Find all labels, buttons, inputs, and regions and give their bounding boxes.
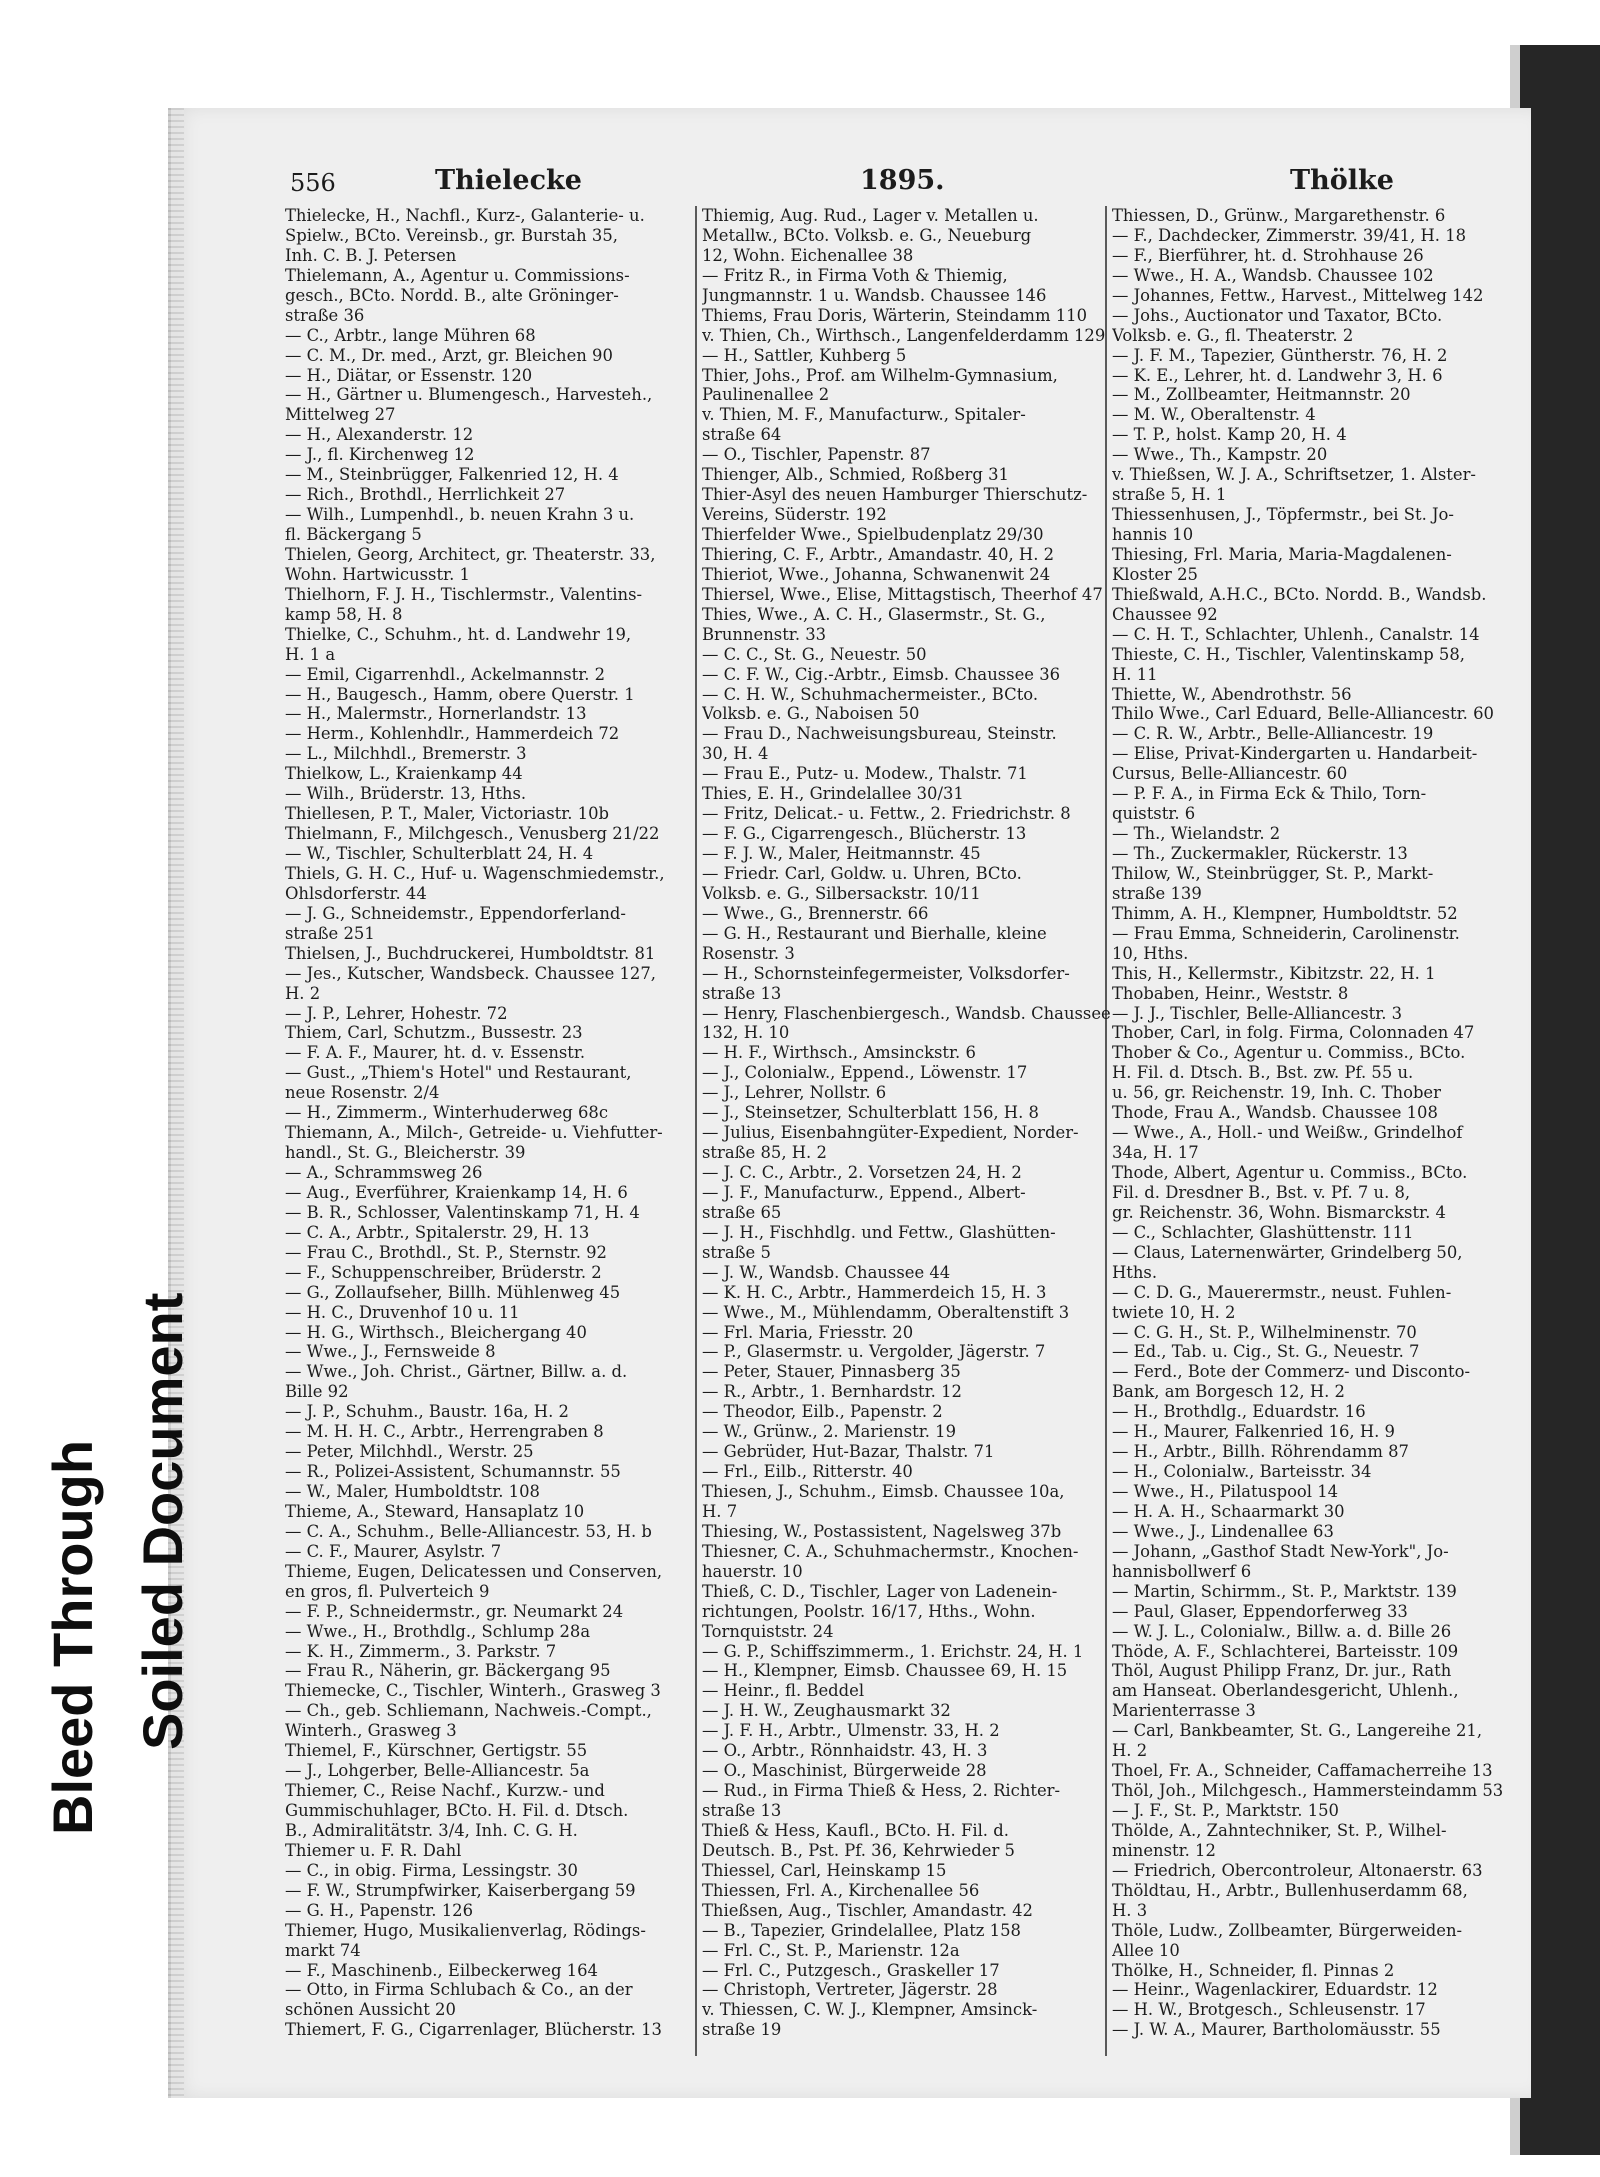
directory-entry-line: — Frau R., Näherin, gr. Bäckergang 95	[285, 1661, 611, 1681]
directory-entry-line: Thießsen, Aug., Tischler, Amandastr. 42	[702, 1900, 1033, 1920]
directory-entry-line: Rosenstr. 3	[702, 943, 795, 963]
directory-entry-line: — K. H. C., Arbtr., Hammerdeich 15, H. 3	[702, 1282, 1047, 1302]
directory-entry-line: — Wwe., J., Fernsweide 8	[285, 1342, 496, 1362]
directory-entry-line: — Peter, Milchhdl., Werstr. 25	[285, 1442, 534, 1462]
directory-entry-line: straße 13	[702, 1801, 782, 1820]
directory-entry-line: — Paul, Glaser, Eppendorferweg 33	[1112, 1601, 1408, 1621]
directory-entry-line: — Herm., Kohlenhdlr., Hammerdeich 72	[285, 724, 620, 744]
directory-entry-line: Thieme, A., Steward, Hansaplatz 10	[285, 1501, 585, 1521]
directory-entry-line: Thöde, A. F., Schlachterei, Barteisstr. 109	[1112, 1641, 1459, 1661]
directory-entry-line: — Rud., in Firma Thieß & Hess, 2. Richter-	[702, 1781, 1061, 1801]
directory-entry-line: Thiemert, F. G., Cigarrenlager, Blücherstr. 13	[285, 2020, 662, 2040]
directory-entry-line: Thode, Frau A., Wandsb. Chaussee 108	[1112, 1103, 1438, 1123]
directory-entry-line: — Wwe., A., Holl.- und Weißw., Grindelhof	[1112, 1123, 1463, 1143]
directory-entry-line: Spielw., BCto. Vereinsb., gr. Burstah 35,	[285, 225, 618, 245]
directory-entry-line: — M., Steinbrügger, Falkenried 12, H. 4	[285, 465, 619, 485]
directory-entry-line: Thöl, August Philipp Franz, Dr. jur., Rath	[1112, 1661, 1452, 1681]
directory-entry-line: Thiesing, W., Postassistent, Nagelsweg 37b	[702, 1521, 1062, 1541]
directory-entry-line: — Frau E., Putz- u. Modew., Thalstr. 71	[702, 764, 1028, 784]
directory-entry-line: — C. G. H., St. P., Wilhelminenstr. 70	[1112, 1322, 1417, 1342]
directory-entry-line: — H., Baugesch., Hamm, obere Querstr. 1	[285, 684, 635, 704]
directory-entry-line: — A., Schrammsweg 26	[285, 1163, 483, 1182]
directory-entry-line: — Frl. Maria, Friesstr. 20	[702, 1322, 914, 1342]
directory-entry-line: Thielmann, F., Milchgesch., Venusberg 21/22	[285, 824, 660, 844]
directory-entry-line: straße 139	[1112, 883, 1202, 903]
directory-entry-line: Gummischuhlager, BCto. H. Fil. d. Dtsch.	[285, 1801, 629, 1820]
directory-entry-line: u. 56, gr. Reichenstr. 19, Inh. C. Thober	[1112, 1083, 1441, 1103]
directory-entry-line: — M. H. H. C., Arbtr., Herrengraben 8	[285, 1422, 604, 1442]
directory-entry-line: Thielen, Georg, Architect, gr. Theaterstr. 33,	[285, 544, 656, 564]
bleed-through-stamp	[40, 760, 194, 1840]
directory-entry-line: Thielsen, J., Buchdruckerei, Humboldtstr. 81	[285, 943, 656, 963]
directory-entry-line: H. 7	[702, 1501, 738, 1521]
directory-entry-line: — K. H., Zimmerm., 3. Parkstr. 7	[285, 1641, 557, 1661]
directory-entry-line: straße 85, H. 2	[702, 1143, 827, 1163]
directory-entry-line: — F. P., Schneidermstr., gr. Neumarkt 24	[285, 1601, 624, 1621]
directory-entry-line: — H. C., Druvenhof 10 u. 11	[285, 1302, 520, 1322]
directory-entry-line: — H., Arbtr., Billh. Röhrendamm 87	[1112, 1442, 1409, 1462]
directory-entry-line: hauerstr. 10	[702, 1561, 803, 1581]
directory-entry-line: — P., Glasermstr. u. Vergolder, Jägerstr. 7	[702, 1342, 1046, 1362]
directory-entry-line: v. Thien, M. F., Manufacturw., Spitaler-	[702, 405, 1026, 425]
directory-entry-line: — Wwe., H., Brothdlg., Schlump 28a	[285, 1621, 591, 1641]
directory-entry-line: — C. F. W., Cig.-Arbtr., Eimsb. Chaussee 36	[702, 664, 1061, 684]
directory-entry-line: gesch., BCto. Nordd. B., alte Gröninger-	[285, 285, 619, 305]
directory-entry-line: — P. F. A., in Firma Eck & Thilo, Torn-	[1112, 784, 1427, 804]
stamp-line-2: Soiled Document	[131, 1292, 194, 1750]
directory-entry-line: — Wwe., M., Mühlendamm, Oberaltenstift 3	[702, 1302, 1070, 1322]
year-heading: 1895.	[860, 165, 945, 196]
directory-entry-line: B., Admiralitätstr. 3/4, Inh. C. G. H.	[285, 1820, 578, 1840]
directory-entry-line: — O., Arbtr., Rönnhaidstr. 43, H. 3	[702, 1741, 988, 1761]
directory-entry-line: 34a, H. 17	[1112, 1143, 1199, 1163]
directory-entry-line: — Th., Zuckermakler, Rückerstr. 13	[1112, 844, 1408, 863]
directory-entry-line: Thiessel, Carl, Heinskamp 15	[702, 1860, 947, 1880]
directory-entry-line: Thieriot, Wwe., Johanna, Schwanenwit 24	[702, 564, 1051, 584]
directory-entry-line: Marienterrasse 3	[1112, 1701, 1256, 1721]
directory-entry-line: — Johann, „Gasthof Stadt New-York", Jo-	[1112, 1541, 1449, 1561]
directory-entry-line: — Peter, Stauer, Pinnasberg 35	[702, 1362, 961, 1382]
directory-entry-line: — C. H. T., Schlachter, Uhlenh., Canalstr. 14	[1112, 624, 1480, 644]
directory-entry-line: v. Thien, Ch., Wirthsch., Langenfelderdamm 129	[702, 325, 1106, 345]
directory-entry-line: v. Thiessen, C. W. J., Klempner, Amsinck-	[702, 2000, 1038, 2020]
directory-entry-line: — Heinr., fl. Beddel	[702, 1681, 865, 1701]
directory-entry-line: — Wwe., Th., Kampstr. 20	[1112, 445, 1328, 465]
directory-entry-line: — H. A. H., Schaarmarkt 30	[1112, 1501, 1345, 1521]
directory-entry-line: This, H., Kellermstr., Kibitzstr. 22, H. 1	[1112, 963, 1436, 983]
directory-entry-line: — J. W., Wandsb. Chaussee 44	[702, 1262, 951, 1282]
directory-entry-line: — Claus, Laternenwärter, Grindelberg 50,	[1112, 1242, 1463, 1262]
directory-entry-line: — H., Schornsteinfegermeister, Volksdorfer-	[702, 963, 1070, 983]
directory-column-2	[702, 206, 1112, 2040]
directory-entry-line: straße 36	[285, 305, 365, 325]
directory-entry-line: — Frau D., Nachweisungsbureau, Steinstr.	[702, 724, 1057, 744]
directory-entry-line: straße 64	[702, 425, 782, 445]
directory-entry-line: — C. D. G., Mauerermstr., neust. Fuhlen-	[1112, 1282, 1452, 1302]
directory-entry-line: — T. P., holst. Kamp 20, H. 4	[1112, 425, 1347, 445]
directory-entry-line: Thieß & Hess, Kaufl., BCto. H. Fil. d.	[702, 1820, 1009, 1840]
directory-entry-line: Thiette, W., Abendrothstr. 56	[1112, 684, 1352, 704]
directory-entry-line: — F. G., Cigarrengesch., Blücherstr. 13	[702, 824, 1027, 844]
directory-entry-line: 30, H. 4	[702, 744, 769, 764]
directory-entry-line: Thiemecke, C., Tischler, Winterh., Grasweg 3	[285, 1681, 661, 1701]
directory-entry-line: — H., Gärtner u. Blumengesch., Harvesteh.,	[285, 385, 653, 405]
directory-entry-line: — Jes., Kutscher, Wandsbeck. Chaussee 127,	[285, 963, 656, 983]
directory-entry-line: — F., Maschinenb., Eilbeckerweg 164	[285, 1960, 598, 1980]
directory-entry-line: Thode, Albert, Agentur u. Commiss., BCto.	[1112, 1163, 1468, 1182]
directory-entry-line: — G. H., Papenstr. 126	[285, 1900, 474, 1920]
directory-entry-line: Thöle, Ludw., Zollbeamter, Bürgerweiden-	[1112, 1920, 1463, 1940]
directory-entry-line: straße 5	[702, 1242, 771, 1262]
stamp-line-1: Bleed Through	[41, 1439, 104, 1835]
directory-entry-line: — Martin, Schirmm., St. P., Marktstr. 139	[1112, 1581, 1457, 1601]
page-number: 556	[290, 169, 336, 197]
directory-entry-line: — H., Sattler, Kuhberg 5	[702, 345, 907, 365]
directory-entry-line: Volksb. e. G., Silbersackstr. 10/11	[702, 883, 981, 903]
directory-entry-line: Thoel, Fr. A., Schneider, Caffamacherreihe 13	[1112, 1761, 1493, 1781]
directory-entry-line: 10, Hths.	[1112, 943, 1189, 963]
directory-entry-line: hannis 10	[1112, 525, 1194, 544]
directory-entry-line: Kloster 25	[1112, 564, 1198, 584]
directory-entry-line: Volksb. e. G., fl. Theaterstr. 2	[1112, 325, 1354, 345]
directory-entry-line: — Johannes, Fettw., Harvest., Mittelweg 142	[1112, 285, 1484, 305]
directory-entry-line: Thiessenhusen, J., Töpfermstr., bei St. Jo-	[1112, 505, 1454, 525]
directory-entry-line: — Fritz, Delicat.- u. Fettw., 2. Friedrichstr. 8	[702, 804, 1071, 824]
directory-entry-line: Thienger, Alb., Schmied, Roßberg 31	[702, 465, 1009, 485]
directory-entry-line: 132, H. 10	[702, 1023, 790, 1043]
directory-entry-line: — H. F., Wirthsch., Amsinckstr. 6	[702, 1043, 976, 1063]
directory-entry-line: Tornquiststr. 24	[702, 1621, 834, 1641]
directory-entry-line: — J. P., Schuhm., Baustr. 16a, H. 2	[285, 1402, 569, 1422]
directory-entry-line: Thimm, A. H., Klempner, Humboldtstr. 52	[1112, 903, 1458, 923]
directory-entry-line: — J. G., Schneidemstr., Eppendorferland-	[285, 903, 626, 923]
dark-scan-border	[1520, 45, 1600, 2155]
directory-entry-line: — Wwe., J., Lindenallee 63	[1112, 1521, 1334, 1541]
directory-entry-line: v. Thießsen, W. J. A., Schriftsetzer, 1. Alster-	[1112, 465, 1476, 485]
directory-entry-line: — G. H., Restaurant und Bierhalle, kleine	[702, 923, 1047, 943]
directory-entry-line: — C. A., Arbtr., Spitalerstr. 29, H. 13	[285, 1222, 590, 1242]
page-spine	[168, 108, 184, 2098]
directory-entry-line: — C. F., Maurer, Asylstr. 7	[285, 1541, 502, 1561]
directory-entry-line: Thiemer, C., Reise Nachf., Kurzw.- und	[285, 1781, 605, 1801]
right-catchword: Thölke	[1290, 165, 1394, 196]
directory-entry-line: Mittelweg 27	[285, 405, 396, 425]
directory-entry-line: — W., Maler, Humboldtstr. 108	[285, 1482, 540, 1501]
directory-entry-line: — Ferd., Bote der Commerz- und Disconto-	[1112, 1362, 1471, 1382]
directory-entry-line: straße 5, H. 1	[1112, 485, 1227, 505]
directory-entry-line: — B., Tapezier, Grindelallee, Platz 158	[702, 1920, 1021, 1940]
directory-entry-line: Thilow, W., Steinbrügger, St. P., Markt-	[1112, 863, 1434, 883]
directory-entry-line: Thierfelder Wwe., Spielbudenplatz 29/30	[702, 525, 1044, 544]
directory-entry-line: — Otto, in Firma Schlubach & Co., an der	[285, 1980, 633, 2000]
directory-entry-line: — J. W. A., Maurer, Bartholomäusstr. 55	[1112, 2020, 1441, 2040]
directory-entry-line: Thiesen, J., Schuhm., Eimsb. Chaussee 10a,	[702, 1482, 1065, 1501]
directory-entry-line: — J., fl. Kirchenweg 12	[285, 445, 475, 465]
directory-entry-line: — J. F. H., Arbtr., Ulmenstr. 33, H. 2	[702, 1721, 1000, 1741]
directory-entry-line: Thilo Wwe., Carl Eduard, Belle-Alliancestr. 60	[1112, 704, 1494, 724]
directory-entry-line: Thielkow, L., Kraienkamp 44	[285, 764, 523, 784]
directory-entry-line: Chaussee 92	[1112, 604, 1218, 624]
directory-entry-line: — Gust., „Thiem's Hotel" und Restaurant,	[285, 1063, 632, 1083]
directory-entry-line: — Frl., Eilb., Ritterstr. 40	[702, 1462, 913, 1482]
directory-entry-line: Thieste, C. H., Tischler, Valentinskamp 58,	[1112, 644, 1465, 664]
directory-entry-line: schönen Aussicht 20	[285, 2000, 456, 2020]
directory-entry-line: — Fritz R., in Firma Voth & Thiemig,	[702, 265, 1008, 285]
directory-entry-line: — H., Diätar, or Essenstr. 120	[285, 365, 533, 385]
directory-entry-line: Thiering, C. F., Arbtr., Amandastr. 40, H. 2	[702, 544, 1055, 564]
directory-entry-line: — Rich., Brothdl., Herrlichkeit 27	[285, 485, 566, 505]
directory-entry-line: — Heinr., Wagenlackirer, Eduardstr. 12	[1112, 1980, 1438, 2000]
directory-entry-line: Thier, Johs., Prof. am Wilhelm-Gymnasium,	[702, 365, 1058, 385]
directory-entry-line: Thielemann, A., Agentur u. Commissions-	[285, 265, 630, 285]
directory-entry-line: Thiemer, Hugo, Musikalienverlag, Rödings-	[285, 1920, 646, 1940]
directory-entry-line: — Frl. C., St. P., Marienstr. 12a	[702, 1940, 960, 1960]
directory-entry-line: Thiemig, Aug. Rud., Lager v. Metallen u.	[702, 206, 1039, 225]
directory-entry-line: Paulinenallee 2	[702, 385, 830, 405]
directory-entry-line: Thöl, Joh., Milchgesch., Hammersteindamm 53	[1112, 1781, 1504, 1801]
directory-entry-line: — Carl, Bankbeamter, St. G., Langereihe 21,	[1112, 1721, 1483, 1741]
directory-entry-line: — Wwe., H., Pilatuspool 14	[1112, 1482, 1339, 1501]
directory-entry-line: H. 11	[1112, 664, 1158, 684]
directory-entry-line: — H., Alexanderstr. 12	[285, 425, 474, 445]
directory-entry-line: — Christoph, Vertreter, Jägerstr. 28	[702, 1980, 998, 2000]
directory-entry-line: — Frau Emma, Schneiderin, Carolinenstr.	[1112, 923, 1460, 943]
directory-entry-line: — C. R. W., Arbtr., Belle-Alliancestr. 19	[1112, 724, 1434, 744]
running-header	[290, 165, 1520, 205]
directory-entry-line: — Wwe., G., Brennerstr. 66	[702, 903, 929, 923]
directory-entry-line: Thiem, Carl, Schutzm., Bussestr. 23	[285, 1023, 583, 1043]
directory-entry-line: Thiels, G. H. C., Huf- u. Wagenschmiedemstr.,	[285, 863, 665, 883]
directory-entry-line: Thölke, H., Schneider, fl. Pinnas 2	[1112, 1960, 1395, 1980]
directory-entry-line: — J., Lehrer, Nollstr. 6	[702, 1083, 887, 1103]
directory-entry-line: — G. P., Schiffszimmerm., 1. Erichstr. 24, H. 1	[702, 1641, 1084, 1661]
directory-entry-line: — M., Zollbeamter, Heitmannstr. 20	[1112, 385, 1411, 405]
directory-entry-line: — G., Zollaufseher, Billh. Mühlenweg 45	[285, 1282, 621, 1302]
directory-entry-line: — C. C., St. G., Neuestr. 50	[702, 644, 927, 664]
directory-entry-line: Ohlsdorferstr. 44	[285, 883, 427, 903]
directory-entry-line: 12, Wohn. Eichenallee 38	[702, 245, 914, 265]
directory-entry-line: Metallw., BCto. Volksb. e. G., Neueburg	[702, 225, 1032, 245]
directory-entry-line: H. 1 a	[285, 644, 336, 664]
directory-entry-line: Thölde, A., Zahntechniker, St. P., Wilhel-	[1112, 1820, 1447, 1840]
directory-entry-line: — J. H., Fischhdlg. und Fettw., Glashütten-	[702, 1222, 1056, 1242]
directory-entry-line: — Elise, Privat-Kindergarten u. Handarbeit-	[1112, 744, 1478, 764]
directory-entry-line: — M. W., Oberaltenstr. 4	[1112, 405, 1316, 425]
directory-entry-line: — Friedr. Carl, Goldw. u. Uhren, BCto.	[702, 863, 1022, 883]
directory-entry-line: — F. W., Strumpfwirker, Kaiserbergang 59	[285, 1880, 636, 1900]
directory-entry-line: Inh. C. B. J. Petersen	[285, 245, 457, 265]
directory-entry-line: — H., Malermstr., Hornerlandstr. 13	[285, 704, 587, 724]
directory-entry-line: — Ed., Tab. u. Cig., St. G., Neuestr. 7	[1112, 1342, 1420, 1362]
directory-entry-line: H. 2	[1112, 1741, 1148, 1761]
directory-entry-line: — Emil, Cigarrenhdl., Ackelmannstr. 2	[285, 664, 606, 684]
directory-entry-line: — Aug., Everführer, Kraienkamp 14, H. 6	[285, 1182, 628, 1202]
directory-entry-line: H. 2	[285, 983, 321, 1003]
directory-entry-line: Thiems, Frau Doris, Wärterin, Steindamm 110	[702, 305, 1087, 325]
directory-entry-line: — Th., Wielandstr. 2	[1112, 824, 1281, 844]
directory-entry-line: am Hanseat. Oberlandesgericht, Uhlenh.,	[1112, 1681, 1459, 1701]
column-divider	[695, 206, 697, 2056]
directory-entry-line: — Wwe., H. A., Wandsb. Chaussee 102	[1112, 265, 1434, 285]
directory-entry-line: — Gebrüder, Hut-Bazar, Thalstr. 71	[702, 1442, 995, 1462]
directory-entry-line: — L., Milchhdl., Bremerstr. 3	[285, 744, 527, 764]
directory-entry-line: — F., Schuppenschreiber, Brüderstr. 2	[285, 1262, 602, 1282]
directory-entry-line: — F. J. W., Maler, Heitmannstr. 45	[702, 844, 981, 863]
directory-entry-line: Thies, E. H., Grindelallee 30/31	[702, 784, 964, 804]
directory-entry-line: Thiellesen, P. T., Maler, Victoriastr. 10b	[285, 804, 610, 824]
directory-entry-line: gr. Reichenstr. 36, Wohn. Bismarckstr. 4	[1112, 1202, 1446, 1222]
directory-entry-line: Allee 10	[1112, 1940, 1180, 1960]
directory-entry-line: H. 3	[1112, 1900, 1148, 1920]
directory-entry-line: — R., Arbtr., 1. Bernhardstr. 12	[702, 1382, 962, 1402]
directory-entry-line: — Ch., geb. Schliemann, Nachweis.-Compt.,	[285, 1701, 652, 1721]
directory-entry-line: — J. H. W., Zeughausmarkt 32	[702, 1701, 951, 1721]
directory-entry-line: Cursus, Belle-Alliancestr. 60	[1112, 764, 1348, 784]
directory-entry-line: — W., Grünw., 2. Marienstr. 19	[702, 1422, 957, 1442]
directory-entry-line: — Julius, Eisenbahngüter-Expedient, Norder-	[702, 1123, 1079, 1143]
directory-entry-line: Bille 92	[285, 1382, 349, 1402]
directory-entry-line: Thieme, Eugen, Delicatessen und Conserven,	[285, 1561, 663, 1581]
directory-entry-line: — J., Steinsetzer, Schulterblatt 156, H. 8	[702, 1103, 1039, 1123]
directory-entry-line: — Wilh., Brüderstr. 13, Hths.	[285, 784, 527, 804]
directory-entry-line: — J. F., St. P., Marktstr. 150	[1112, 1801, 1339, 1820]
directory-entry-line: Thiemel, F., Kürschner, Gertigstr. 55	[285, 1741, 588, 1761]
directory-entry-line: — Theodor, Eilb., Papenstr. 2	[702, 1402, 943, 1422]
directory-entry-line: — J., Colonialw., Eppend., Löwenstr. 17	[702, 1063, 1028, 1083]
directory-entry-line: — J. P., Lehrer, Hohestr. 72	[285, 1003, 508, 1023]
directory-entry-line: Thober, Carl, in folg. Firma, Colonnaden 47	[1112, 1023, 1475, 1043]
left-catchword: Thielecke	[435, 165, 582, 196]
directory-entry-line: Winterh., Grasweg 3	[285, 1721, 457, 1741]
directory-entry-line: minenstr. 12	[1112, 1840, 1216, 1860]
directory-entry-line: fl. Bäckergang 5	[285, 525, 422, 544]
directory-entry-line: — F. A. F., Maurer, ht. d. v. Essenstr.	[285, 1043, 586, 1063]
directory-entry-line: — Frau C., Brothdl., St. P., Sternstr. 92	[285, 1242, 607, 1262]
directory-entry-line: Jungmannstr. 1 u. Wandsb. Chaussee 146	[702, 285, 1047, 305]
directory-entry-line: — H., Colonialw., Barteisstr. 34	[1112, 1462, 1372, 1482]
directory-entry-line: neue Rosenstr. 2/4	[285, 1083, 440, 1103]
directory-entry-line: — O., Maschinist, Bürgerweide 28	[702, 1761, 987, 1781]
directory-entry-line: Thielke, C., Schuhm., ht. d. Landwehr 19,	[285, 624, 632, 644]
directory-entry-line: straße 65	[702, 1202, 782, 1222]
directory-entry-line: — H., Brothdlg., Eduardstr. 16	[1112, 1402, 1366, 1422]
directory-entry-line: — F., Bierführer, ht. d. Strohhause 26	[1112, 245, 1424, 265]
directory-entry-line: twiete 10, H. 2	[1112, 1302, 1236, 1322]
directory-entry-line: Vereins, Süderstr. 192	[702, 505, 887, 525]
directory-entry-line: — C. A., Schuhm., Belle-Alliancestr. 53, H. b	[285, 1521, 652, 1541]
directory-entry-line: — Friedrich, Obercontroleur, Altonaerstr. 63	[1112, 1860, 1483, 1880]
directory-entry-line: Thielecke, H., Nachfl., Kurz-, Galanterie- u.	[285, 206, 645, 225]
directory-entry-line: — C. H. W., Schuhmachermeister., BCto.	[702, 684, 1039, 704]
directory-entry-line: Brunnenstr. 33	[702, 624, 827, 644]
directory-entry-line: Thiemer u. F. R. Dahl	[285, 1840, 462, 1860]
directory-entry-line: Bank, am Borgesch 12, H. 2	[1112, 1382, 1345, 1402]
directory-entry-line: — R., Polizei-Assistent, Schumannstr. 55	[285, 1462, 621, 1482]
directory-entry-line: Thiemann, A., Milch-, Getreide- u. Viehfutter-	[285, 1123, 663, 1143]
directory-entry-line: — Wwe., Joh. Christ., Gärtner, Billw. a. d.	[285, 1362, 628, 1382]
directory-entry-line: — Frl. C., Putzgesch., Graskeller 17	[702, 1960, 1000, 1980]
directory-entry-line: markt 74	[285, 1940, 361, 1960]
directory-entry-line: hannisbollwerf 6	[1112, 1561, 1252, 1581]
directory-entry-line: — C., in obig. Firma, Lessingstr. 30	[285, 1860, 578, 1880]
directory-entry-line: quiststr. 6	[1112, 804, 1196, 824]
directory-entry-line: Thielhorn, F. J. H., Tischlermstr., Valentins-	[285, 584, 643, 604]
directory-entry-line: — K. E., Lehrer, ht. d. Landwehr 3, H. 6	[1112, 365, 1443, 385]
directory-entry-line: kamp 58, H. 8	[285, 604, 403, 624]
directory-entry-line: — O., Tischler, Papenstr. 87	[702, 445, 931, 465]
directory-entry-line: Thiesner, C. A., Schuhmachermstr., Knochen-	[702, 1541, 1079, 1561]
directory-entry-line: — W., Tischler, Schulterblatt 24, H. 4	[285, 844, 594, 863]
directory-entry-line: — H., Klempner, Eimsb. Chaussee 69, H. 15	[702, 1661, 1068, 1681]
directory-entry-line: H. Fil. d. Dtsch. B., Bst. zw. Pf. 55 u.	[1112, 1063, 1414, 1083]
directory-entry-line: — C. M., Dr. med., Arzt, gr. Bleichen 90	[285, 345, 613, 365]
directory-entry-line: straße 251	[285, 923, 375, 943]
directory-entry-line: Thießwald, A.H.C., BCto. Nordd. B., Wandsb.	[1112, 584, 1487, 604]
directory-entry-line: — Johs., Auctionator und Taxator, BCto.	[1112, 305, 1443, 325]
directory-entry-line: straße 13	[702, 983, 782, 1003]
directory-entry-line: Thober & Co., Agentur u. Commiss., BCto.	[1112, 1043, 1466, 1063]
directory-entry-line: — H., Zimmerm., Winterhuderweg 68c	[285, 1103, 609, 1123]
directory-entry-line: Thiessen, Frl. A., Kirchenallee 56	[702, 1880, 980, 1900]
directory-column-3	[1112, 206, 1522, 2040]
directory-entry-line: Thier-Asyl des neuen Hamburger Thierschutz-	[702, 485, 1088, 505]
directory-entry-line: — H. W., Brotgesch., Schleusenstr. 17	[1112, 2000, 1426, 2020]
directory-entry-line: straße 19	[702, 2020, 782, 2040]
directory-entry-line: — J., Lohgerber, Belle-Alliancestr. 5a	[285, 1761, 590, 1781]
directory-entry-line: — J. J., Tischler, Belle-Alliancestr. 3	[1112, 1003, 1403, 1023]
directory-entry-line: en gros, fl. Pulverteich 9	[285, 1581, 490, 1601]
directory-entry-line: — J. F., Manufacturw., Eppend., Albert-	[702, 1182, 1026, 1202]
directory-entry-line: Thöldtau, H., Arbtr., Bullenhuserdamm 68,	[1112, 1880, 1468, 1900]
directory-entry-line: Thobaben, Heinr., Weststr. 8	[1112, 983, 1349, 1003]
directory-entry-line: Thiersel, Wwe., Elise, Mittagstisch, Theerhof 47	[702, 584, 1103, 604]
directory-entry-line: — Henry, Flaschenbiergesch., Wandsb. Chaussee	[702, 1003, 1111, 1023]
directory-entry-line: Deutsch. B., Pst. Pf. 36, Kehrwieder 5	[702, 1840, 1015, 1860]
directory-entry-line: — J. C. C., Arbtr., 2. Vorsetzen 24, H. 2	[702, 1163, 1022, 1182]
directory-entry-line: Fil. d. Dresdner B., Bst. v. Pf. 7 u. 8,	[1112, 1182, 1411, 1202]
directory-entry-line: — C., Arbtr., lange Mühren 68	[285, 325, 536, 345]
directory-entry-line: — J. F. M., Tapezier, Güntherstr. 76, H. 2	[1112, 345, 1448, 365]
directory-entry-line: Hths.	[1112, 1262, 1158, 1282]
directory-entry-line: — W. J. L., Colonialw., Billw. a. d. Bille 26	[1112, 1621, 1452, 1641]
directory-entry-line: Thiesing, Frl. Maria, Maria-Magdalenen-	[1112, 544, 1452, 564]
directory-entry-line: Thies, Wwe., A. C. H., Glasermstr., St. G.,	[702, 604, 1046, 624]
directory-entry-line: Wohn. Hartwicusstr. 1	[285, 564, 470, 584]
directory-entry-line: Volksb. e. G., Naboisen 50	[702, 704, 920, 724]
directory-entry-line: — F., Dachdecker, Zimmerstr. 39/41, H. 18	[1112, 225, 1467, 245]
directory-entry-line: richtungen, Poolstr. 16/17, Hths., Wohn.	[702, 1601, 1036, 1621]
directory-entry-line: handl., St. G., Bleicherstr. 39	[285, 1143, 526, 1163]
directory-entry-line: — H. G., Wirthsch., Bleichergang 40	[285, 1322, 587, 1342]
directory-entry-line: — Wilh., Lumpenhdl., b. neuen Krahn 3 u.	[285, 505, 635, 525]
directory-entry-line: Thiessen, D., Grünw., Margarethenstr. 6	[1112, 206, 1446, 225]
directory-entry-line: — H., Maurer, Falkenried 16, H. 9	[1112, 1422, 1395, 1442]
directory-entry-line: — B. R., Schlosser, Valentinskamp 71, H. 4	[285, 1202, 640, 1222]
directory-column-1	[285, 206, 695, 2040]
directory-entry-line: Thieß, C. D., Tischler, Lager von Ladenein-	[702, 1581, 1058, 1601]
directory-entry-line: — C., Schlachter, Glashüttenstr. 111	[1112, 1222, 1414, 1242]
